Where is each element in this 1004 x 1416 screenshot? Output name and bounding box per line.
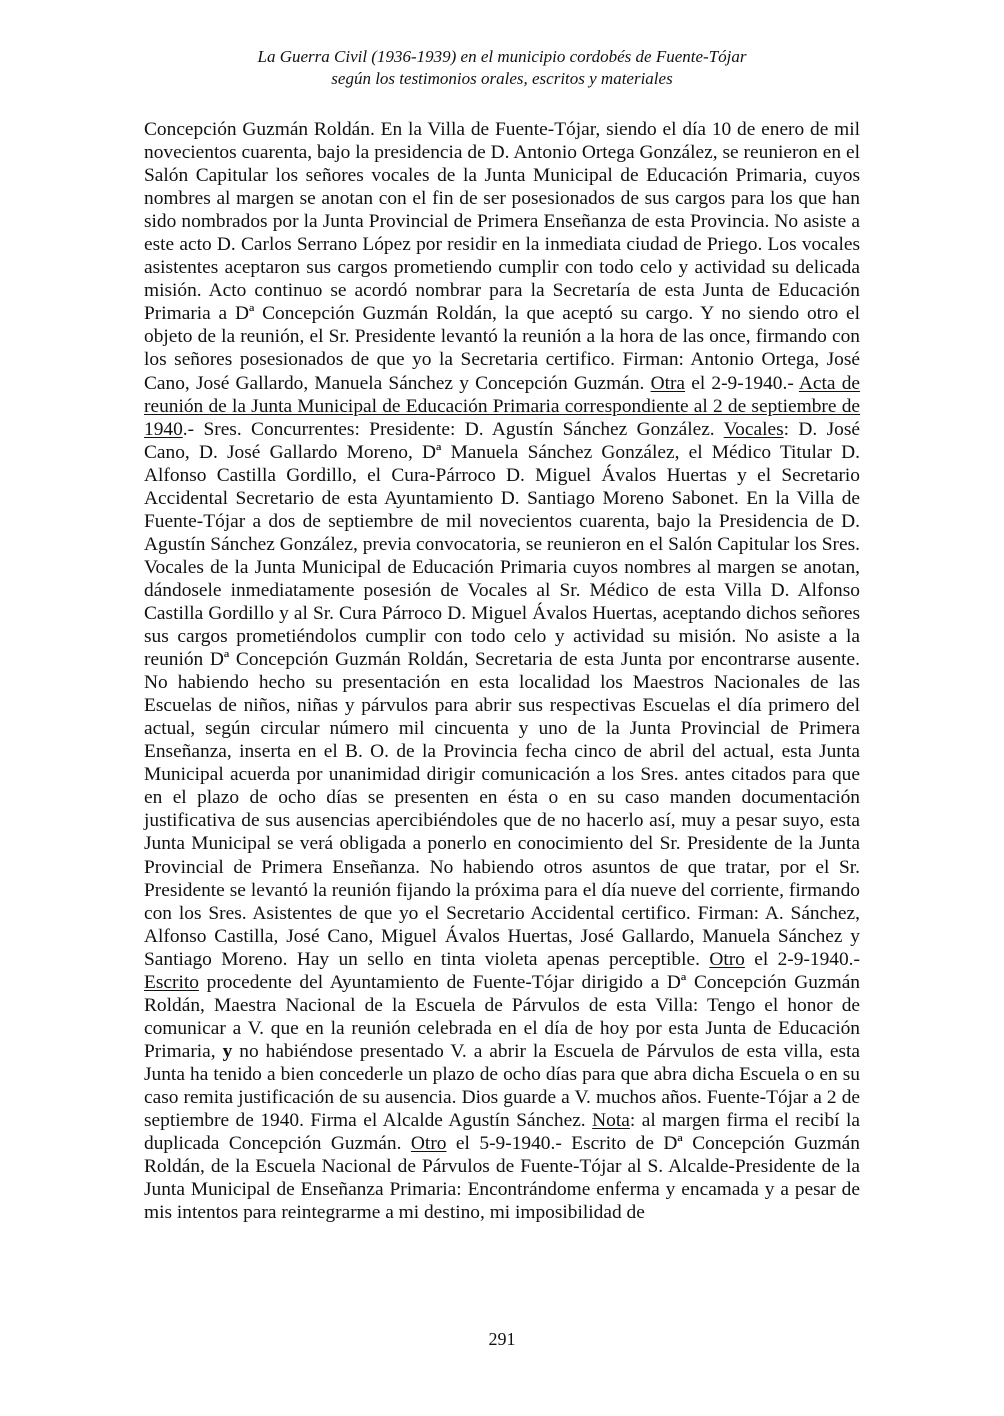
underlined-text: Vocales: [723, 418, 784, 440]
bold-text: y: [222, 1040, 233, 1062]
body-text-segment: Concepción Guzmán Roldán. En la Villa de Fuente-Tójar, siendo el día 10 de enero de mil novecientos cuarenta, bajo la presidencia de D. Antonio Ortega González, se reunieron en el Salón Capitular los señores vocales de la Junta Municipal de Educación Primaria, cuyos nombres al margen se anotan con el fin de ser posesionados de sus cargos para los que han sido nombrados por la Junta Provincial de Primera Enseñanza de esta Provincia. No asiste a este acto D. Carlos Serrano López por residir en la inmediata ciudad de Priego. Los vocales asistentes aceptaron sus cargos prometiendo cumplir con todo celo y actividad su delicada misión. Acto continuo se acordó nombrar para la Secretaría de esta Junta de Educación Primaria a Dª Concepción Guzmán Roldán, la que aceptó su cargo. Y no siendo otro el objeto de la reunión, el Sr. Presidente levantó la reunión a la hora de las once, firmando con los señores posesionados de que yo la Secretaria certifico. Firman: Antonio Ortega, José Cano, José Gallardo, Manuela Sánchez y Concepción Guzmán.: [144, 119, 860, 394]
body-text-segment: el 2-9-1940.-: [744, 948, 860, 970]
body-text-segment: .- Sres. Concurrentes: Presidente: D. Agustín Sánchez González.: [182, 418, 724, 440]
body-text-segment: procedente del Ayuntamiento de Fuente-Tójar dirigido a Dª Concepción Guzmán Roldán, Maestra Nacional de la Escuela de Párvulos de esta Villa: Tengo el honor de comunicar a V. que en la reunión celebrada en el día de hoy por esta Junta de Educación Primaria,: [144, 971, 860, 1062]
body-text-segment: el 5-9-1940.- Escrito de Dª Concepción Guzmán Roldán, de la Escuela Nacional de Párvulos de Fuente-Tójar al S. Alcalde-Presidente de la Junta Municipal de Enseñanza Primaria: Encontrándome enferma y encamada y a pesar de mis intentos para reintegrarme a mi destino, mi imposibilidad de: [144, 1133, 860, 1224]
underlined-text: Escrito: [144, 971, 199, 993]
body-text-segment: no habiéndose presentado V. a abrir la Escuela de Párvulos de esta villa, esta Junta ha tenido a bien concederle un plazo de ocho días para que abra dicha Escuela o en su caso remita justificación de su ausencia. Dios guarde a V. muchos años. Fuente-Tójar a 2 de septiembre de 1940. Firma el Alcalde Agustín Sánchez.: [144, 1040, 860, 1132]
body-paragraph: [144, 118, 860, 1224]
page-number: 291: [488, 1329, 516, 1349]
underlined-text: Acta de reunión de la Junta Municipal de Educación Primaria correspondiente al 2 de septiembre de 1940: [144, 372, 860, 440]
body-text-segment: : D. José Cano, D. José Gallardo Moreno, Dª Manuela Sánchez González, el Médico Titular D. Alfonso Castilla Gordillo, el Cura-Párroco D. Miguel Ávalos Huertas y el Secretario Accidental Secretario de esta Ayuntamiento D. Santiago Moreno Sabonet. En la Villa de Fuente-Tójar a dos de septiembre de mil novecientos cuarenta, bajo la Presidencia de D. Agustín Sánchez González, previa convocatoria, se reunieron en el Salón Capitular los Sres. Vocales de la Junta Municipal de Educación Primaria cuyos nombres al margen se anotan, dándosele inmediatamente posesión de Vocales al Sr. Médico de esta Villa D. Alfonso Castilla Gordillo y al Sr. Cura Párroco D. Miguel Ávalos Huertas, aceptando dichos señores sus cargos prometiéndolos cumplir con todo celo y actividad su misión. No asiste a la reunión Dª Concepción Guzmán Roldán, Secretaria de esta Junta por encontrarse ausente. No habiendo hecho su presentación en esta localidad los Maestros Nacionales de las Escuelas de niños, niñas y párvulos para abrir sus respectivas Escuelas el día primero del actual, según circular número mil cincuenta y uno de la Junta Provincial de Primera Enseñanza, inserta en el B. O. de la Provincia fecha cinco de abril del actual, esta Junta Municipal acuerda por unanimidad dirigir comunicación a los Sres. antes citados para que en el plazo de ocho días se presenten en ésta o en su caso manden documentación justificativa de sus ausencias apercibiéndoles que de no hacerlo así, muy a pesar suyo, esta Junta Municipal se verá obligada a ponerlo en conocimiento del Sr. Presidente de la Junta Provincial de Primera Enseñanza. No habiendo otros asuntos de que tratar, por el Sr. Presidente se levantó la reunión fijando la próxima para el día nueve del corriente, firmando con los Sres. Asistentes de que yo el Secretario Accidental certifico. Firman: A. Sánchez, Alfonso Castilla, José Cano, Miguel Ávalos Huertas, José Gallardo, Manuela Sánchez y Santiago Moreno. Hay un sello en tinta violeta apenas perceptible.: [144, 418, 860, 970]
running-header-line-1: La Guerra Civil (1936-1939) en el municipio cordobés de Fuente-Tójar: [257, 47, 747, 66]
underlined-text: Otro: [709, 948, 745, 970]
running-header-line-2: según los testimonios orales, escritos y materiales: [331, 69, 673, 88]
underlined-text: Nota: [592, 1110, 630, 1132]
body-text-segment: el 2-9-1940.-: [685, 372, 799, 394]
running-header: [0, 46, 1004, 90]
body-text-segment: : al margen firma el recibí la duplicada Concepción Guzmán.: [144, 1110, 860, 1155]
underlined-text: Otro: [410, 1133, 447, 1155]
underlined-text: Otra: [650, 372, 686, 394]
